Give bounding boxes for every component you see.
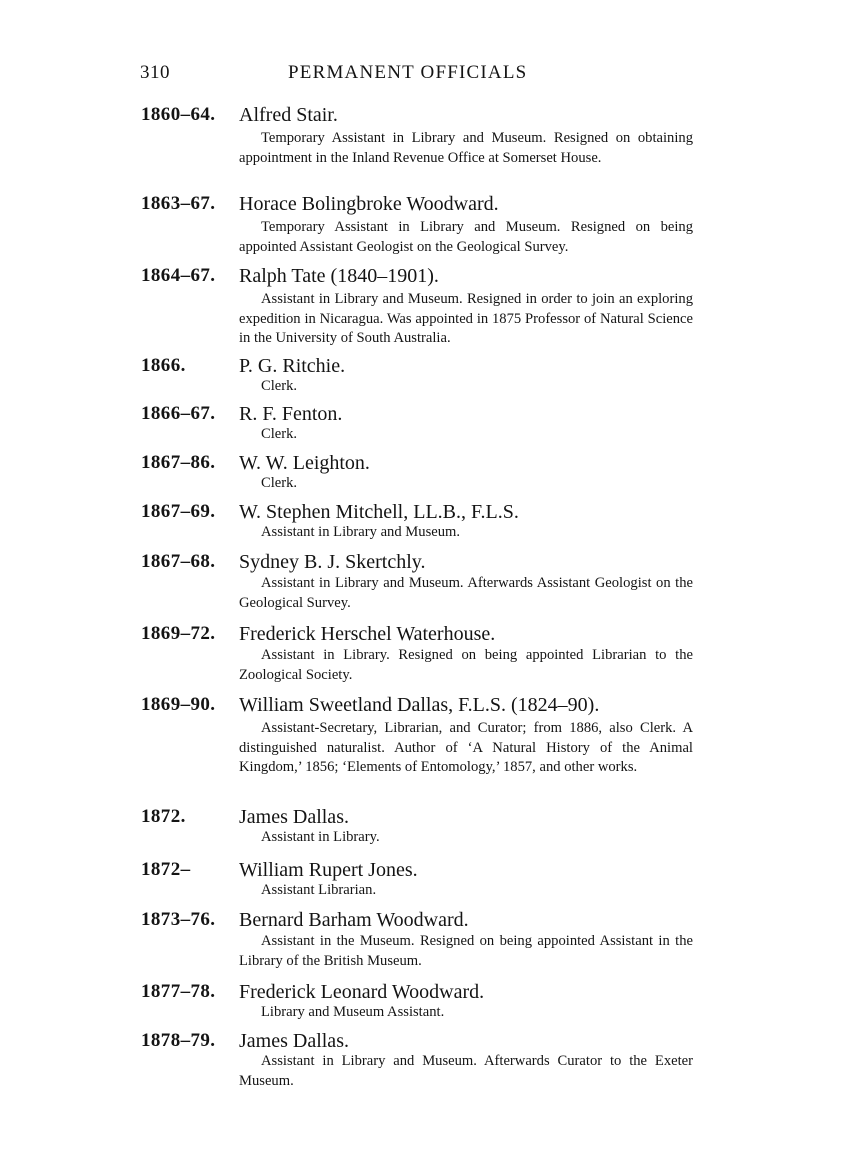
entry-years: 1872. — [141, 806, 186, 827]
entry-years: 1860–64. — [141, 104, 216, 125]
entry-description: Temporary Assistant in Library and Museum. Resigned on obtaining appointment in the Inland Revenue Office at Somerset House. — [239, 130, 693, 166]
page-header — [140, 60, 700, 90]
entry-years: 1878–79. — [141, 1030, 216, 1051]
running-head: PERMANENT OFFICIALS — [288, 62, 528, 83]
entry-description: Assistant in Library and Museum. — [261, 524, 461, 540]
page-number: 310 — [140, 62, 170, 83]
entry-name: Bernard Barham Woodward. — [239, 909, 469, 931]
entry-years: 1866. — [141, 355, 186, 376]
entry-name: Frederick Herschel Waterhouse. — [239, 623, 496, 645]
entry-name: James Dallas. — [239, 1030, 349, 1052]
entry-description: Assistant-Secretary, Librarian, and Curator; from 1886, also Clerk. A distinguished naturalist. Author of ‘A Natural History of the Animal Kingdom,’ 1856; ‘Elements of Entomology,’ 1857, and other works. — [239, 720, 693, 776]
entry-description: Assistant in Library and Museum. Afterwards Curator to the Exeter Museum. — [239, 1053, 693, 1089]
entry-name: William Rupert Jones. — [239, 859, 418, 881]
entry-description: Assistant Librarian. — [261, 882, 377, 898]
entry-description: Assistant in Library. Resigned on being appointed Librarian to the Zoological Society. — [239, 647, 693, 683]
entry-description: Clerk. — [261, 475, 298, 491]
entry-years: 1869–72. — [141, 623, 216, 644]
entry-name: Ralph Tate (1840–1901). — [239, 265, 439, 287]
entry-name: Horace Bolingbroke Woodward. — [239, 193, 499, 215]
entry-years: 1877–78. — [141, 981, 216, 1002]
entry-years: 1869–90. — [141, 694, 216, 715]
entry-description: Clerk. — [261, 378, 298, 394]
entry-description: Assistant in Library and Museum. Resigned in order to join an exploring expedition in Nicaragua. Was appointed in 1875 Professor of Natural Science in the University of South Australia. — [239, 291, 693, 347]
entry-years: 1864–67. — [141, 265, 216, 286]
entry-description: Clerk. — [261, 426, 298, 442]
entry-years: 1867–68. — [141, 551, 216, 572]
entry-description: Assistant in Library. — [261, 829, 380, 845]
entry-name: W. W. Leighton. — [239, 452, 370, 474]
entry-name: W. Stephen Mitchell, LL.B., F.L.S. — [239, 501, 519, 523]
entry-years: 1866–67. — [141, 403, 216, 424]
entry-name: R. F. Fenton. — [239, 403, 343, 425]
entry-years: 1867–86. — [141, 452, 216, 473]
entry-name: Sydney B. J. Skertchly. — [239, 551, 426, 573]
entry-years: 1873–76. — [141, 909, 216, 930]
entry-years: 1872– — [141, 859, 191, 880]
entry-years: 1863–67. — [141, 193, 216, 214]
entry-name: Frederick Leonard Woodward. — [239, 981, 485, 1003]
entry-description: Temporary Assistant in Library and Museum. Resigned on being appointed Assistant Geologist on the Geological Survey. — [239, 219, 693, 255]
entry-name: P. G. Ritchie. — [239, 355, 346, 377]
entry-description: Assistant in Library and Museum. Afterwards Assistant Geologist on the Geological Survey. — [239, 575, 693, 611]
entry-name: William Sweetland Dallas, F.L.S. (1824–90). — [239, 694, 600, 716]
entry-years: 1867–69. — [141, 501, 216, 522]
entry-name: Alfred Stair. — [239, 104, 338, 126]
entry-description: Assistant in the Museum. Resigned on being appointed Assistant in the Library of the British Museum. — [239, 933, 693, 969]
entry-name: James Dallas. — [239, 806, 349, 828]
entry-description: Library and Museum Assistant. — [261, 1004, 445, 1020]
